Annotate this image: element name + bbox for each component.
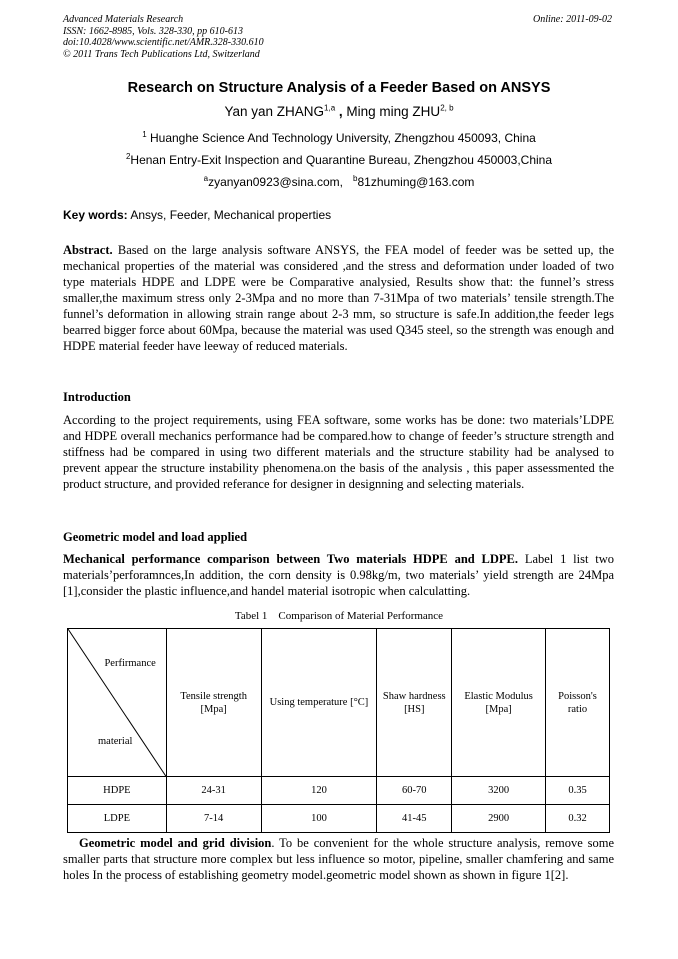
email-a-sup: a <box>203 174 209 183</box>
row-hardness: 60-70 <box>377 777 452 805</box>
journal-header <box>63 14 264 60</box>
keywords <box>63 208 331 222</box>
material-performance-table <box>67 628 610 833</box>
table-row <box>68 805 610 833</box>
header-hardness: Shaw hardness [HS] <box>377 629 452 777</box>
row-material: LDPE <box>68 805 167 833</box>
issn-line: ISSN: 1662-8985, Vols. 328-330, pp 610-613 <box>63 25 243 37</box>
row-poisson: 0.35 <box>546 777 610 805</box>
affiliation-1-sup: 1 <box>142 130 147 139</box>
row-poisson: 0.32 <box>546 805 610 833</box>
grid-division-label: Geometric model and grid division <box>79 836 272 850</box>
row-tensile: 24-31 <box>166 777 261 805</box>
abstract-text: Based on the large analysis software ANSYS, the FEA model of feeder was be setted up, the mechanical properties of the material was considered ,and the stress and deformation under loaded of two type materials HDPE and LDPE were be Comparative analysied, Results show that: the funnel’s stress smaller,the maximum stress only 2-3Mpa and no more than 7-31Mpa of two materials’ tensile strength.The funnel’s deformation in allowing strain range about 2-3 mm, so structure is safe.In addition,the feeder legs bearred bigger force about 60Mpa, because the material was used Q345 steel, so the strength was enough and HDPE material feeder have leeway of reduced materials. <box>63 243 614 353</box>
table-row <box>68 777 610 805</box>
affiliation-1 <box>0 131 678 145</box>
header-poisson: Poisson's ratio <box>546 629 610 777</box>
email-a: zyanyan0923@sina.com, <box>208 175 343 189</box>
grid-division-paragraph <box>63 835 614 883</box>
abstract <box>63 242 614 354</box>
introduction-text: According to the project requirements, using FEA software, some works has be done: two materials’LDPE and HDPE overall mechanics performance had be compared.how to change of feeder’s structure strength and stiffness had be compared in using two different materials and the structure stability had be analysed to prevent appear the structure instability phenomena.on the basis of the analysis , this paper assessmented the product structure, and provided referance for designer in designning and selecting materials. <box>63 413 614 491</box>
row-modulus: 2900 <box>452 805 546 833</box>
mechanical-performance-text: Label 1 list two materials’perforamnces,In addition, the corn density is 0.98kg/m, two materials’ yield strength are 24Mpa [1],consider the plastic influence,and handel material isotropic when calculatting. <box>63 552 614 598</box>
author-2-sup: 2, b <box>440 103 454 113</box>
keywords-label: Key words: <box>63 208 128 222</box>
author-1-sup: 1,a <box>324 103 336 113</box>
row-temperature: 120 <box>261 777 377 805</box>
affiliation-2-sup: 2 <box>125 152 131 161</box>
online-date: Online: 2011-09-02 <box>533 14 612 25</box>
abstract-label: Abstract. <box>63 243 113 257</box>
author-separator: , <box>335 104 347 119</box>
corner-top-label: Perfirmance <box>104 658 156 669</box>
row-temperature: 100 <box>261 805 377 833</box>
row-modulus: 3200 <box>452 777 546 805</box>
keywords-text: Ansys, Feeder, Mechanical properties <box>127 208 332 222</box>
emails-line <box>0 175 678 189</box>
affiliation-2 <box>0 153 678 167</box>
email-b: 81zhuming@163.com <box>357 175 475 189</box>
affiliation-1-text: Huanghe Science And Technology University, Zhengzhou 450093, China <box>146 131 536 145</box>
mechanical-performance-label: Mechanical performance comparison between Two materials HDPE and LDPE. <box>63 552 519 566</box>
row-tensile: 7-14 <box>166 805 261 833</box>
header-modulus: Elastic Modulus [Mpa] <box>452 629 546 777</box>
authors-line <box>0 104 678 119</box>
row-material: HDPE <box>68 777 167 805</box>
corner-bottom-label: material <box>98 736 133 747</box>
header-temperature: Using temperature [°C] <box>261 629 377 777</box>
introduction-heading: Introduction <box>63 390 131 404</box>
journal-name: Advanced Materials Research <box>63 14 184 25</box>
table-caption: Tabel 1 Comparison of Material Performance <box>234 610 444 622</box>
email-b-sup: b <box>353 174 358 183</box>
table-header-row <box>68 629 610 777</box>
geometric-heading: Geometric model and load applied <box>63 530 248 544</box>
copyright-line: © 2011 Trans Tech Publications Ltd, Switzerland <box>63 48 260 60</box>
row-hardness: 41-45 <box>377 805 452 833</box>
diagonal-divider <box>68 629 166 776</box>
doi-line: doi:10.4028/www.scientific.net/AMR.328-330.610 <box>63 37 264 48</box>
author-2: Ming ming ZHU <box>346 104 441 119</box>
affiliation-2-text: Henan Entry-Exit Inspection and Quarantine Bureau, Zhengzhou 450003,China <box>130 153 553 167</box>
table-corner-cell <box>68 629 167 777</box>
paper-title: Research on Structure Analysis of a Feeder Based on ANSYS <box>127 80 551 96</box>
header-tensile: Tensile strength [Mpa] <box>166 629 261 777</box>
mechanical-performance-paragraph <box>63 551 614 599</box>
grid-division-text: . To be convenient for the whole structure analysis, remove some smaller parts that structure more complex but less influence so motor, pipeline, smaller chamfering and same holes In the process of establishing geometry model.geometric model shown as shown in figure 1[2]. <box>63 836 614 882</box>
author-1: Yan yan ZHANG <box>224 104 325 119</box>
